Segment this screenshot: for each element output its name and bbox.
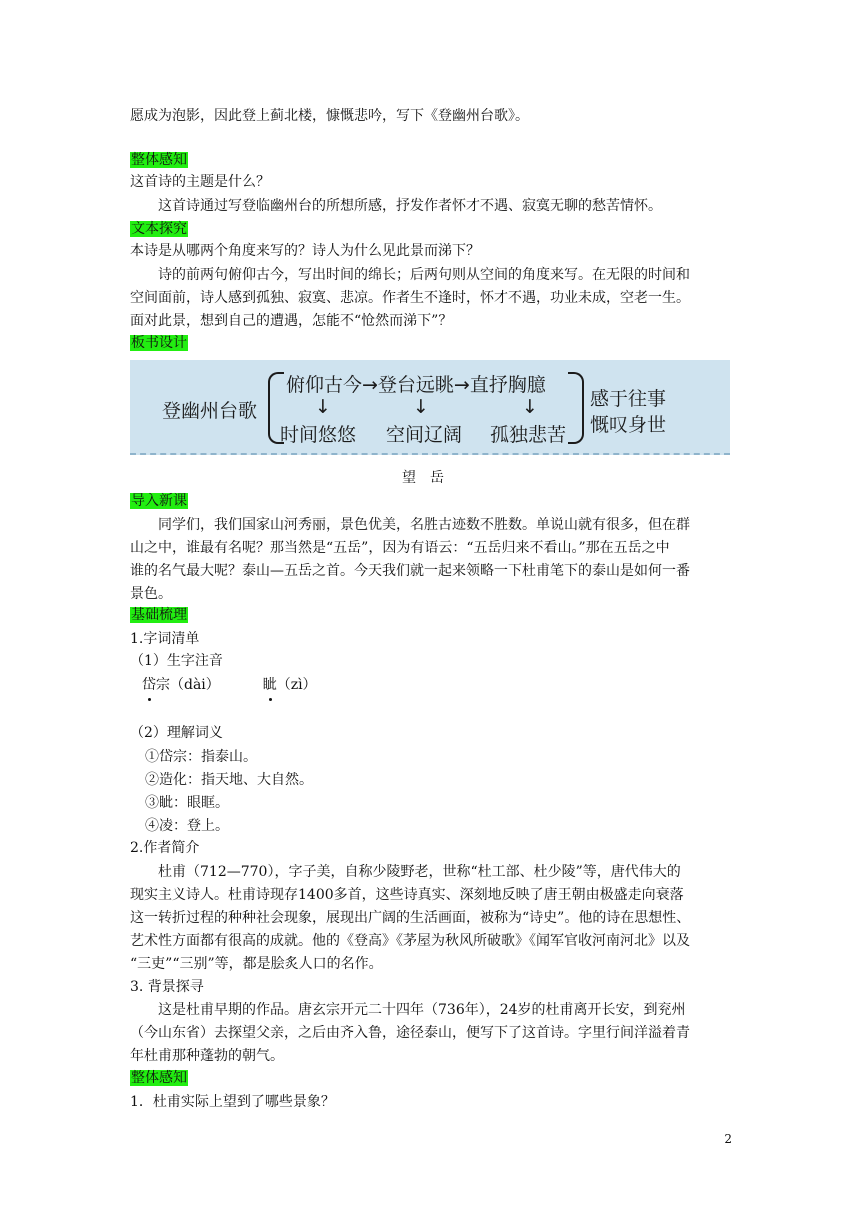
answer-text: 这首诗通过写登临幽州台的所想所感，抒发作者怀才不遇、寂寞无聊的愁苦情怀。	[158, 198, 662, 214]
author-text: 这一转折过程的种种社会现象，展现出广阔的生活画面，被称为“诗史”。他的诗在思想性、	[130, 910, 691, 926]
pinyin-text: 宗（dài）	[156, 677, 220, 693]
background-text: 这是杜甫早期的作品。唐玄宗开元二十四年（736年），24岁的杜甫离开长安，到兖州	[158, 1002, 686, 1018]
board-right-2: 慨叹身世	[590, 414, 667, 436]
intro-text: 景色。	[130, 586, 172, 602]
section-heading-overall	[130, 149, 735, 171]
question-text: 这首诗的主题是什么？	[130, 174, 270, 190]
author-text: 艺术性方面都有很高的成就。他的《登高》《茅屋为秋风所破歌》《闻军官收河南河北》以及	[130, 933, 690, 949]
question-text: 本诗是从哪两个角度来写的？诗人为什么见此景而涕下？	[130, 243, 480, 259]
section-heading-explore	[130, 218, 735, 240]
page-number: 2	[724, 1132, 732, 1146]
board-bottom-3: 孤独悲苦	[490, 424, 567, 446]
answer-text: 面对此景，想到自己的遭遇，怎能不“怆然而涕下”？	[130, 313, 453, 329]
answer-text: 诗的前两句俯仰古今，写出时间的绵长；后两句则从空间的角度来写。在无限的时间和	[158, 267, 690, 283]
background-text: 年杜甫那种蓬勃的朝气。	[130, 1048, 284, 1064]
author-text: “三吏”“三别”等，都是脍炙人口的名作。	[130, 956, 383, 972]
dotted-char: 眦	[263, 674, 277, 696]
board-title: 登幽州台歌	[162, 400, 258, 422]
heading-highlight: 整体感知	[131, 1070, 187, 1086]
section-heading-basics	[130, 604, 735, 626]
question-text: 1．杜甫实际上望到了哪些景象？	[130, 1094, 335, 1110]
list-item: 2.作者简介	[130, 840, 200, 856]
intro-text: 山之中，谁最有名呢？那当然是“五岳”，因为有语云：“五岳归来不看山。”那在五岳之中	[130, 540, 670, 556]
down-arrow: ↓	[315, 396, 331, 418]
author-text: 杜甫（712—770），字子美，自称少陵野老，世称“杜工部、杜少陵”等，唐代伟大的	[158, 864, 681, 880]
intro-text: 同学们，我们国家山河秀丽，景色优美，名胜古迹数不胜数。单说山就有很多，但在群	[158, 517, 690, 533]
heading-highlight: 导入新课	[131, 493, 187, 509]
answer-text: 空间面前，诗人感到孤独、寂寞、悲凉。作者生不逢时，怀才不遇，功业未成，空老一生。	[130, 290, 690, 306]
list-item: 3. 背景探寻	[130, 979, 204, 995]
board-bottom-2: 空间辽阔	[386, 424, 463, 446]
intro-text: 谁的名气最大呢？泰山—五岳之首。今天我们就一起来领略一下杜甫笔下的泰山是如何一番	[130, 563, 690, 579]
definition: ④凌：登上。	[145, 818, 229, 834]
down-arrow: ↓	[413, 396, 429, 418]
section-heading-overall-2	[130, 1067, 735, 1089]
background-text: （今山东省）去探望父亲，之后由齐入鲁，途径泰山，便写下了这首诗。字里行间洋溢着青	[130, 1025, 690, 1041]
heading-highlight: 文本探究	[131, 221, 187, 237]
board-bottom-1: 时间悠悠	[280, 424, 357, 446]
board-right-1: 感于往事	[590, 388, 667, 410]
pinyin-row	[142, 674, 747, 696]
heading-highlight: 板书设计	[131, 335, 187, 351]
definition: ①岱宗：指泰山。	[145, 749, 257, 765]
definition: ③眦：眼眶。	[145, 795, 229, 811]
right-brace	[568, 372, 584, 444]
heading-highlight: 基础梳理	[131, 607, 187, 623]
board-top-row: 俯仰古今→登台远眺→直抒胸臆	[286, 374, 546, 396]
author-text: 现实主义诗人。杜甫诗现存1400多首，这些诗真实、深刻地反映了唐王朝由极盛走向衰落	[130, 887, 684, 903]
pinyin-text: （zì）	[276, 677, 317, 693]
sub-item: （1）生字注音	[130, 653, 223, 669]
heading-highlight: 整体感知	[131, 152, 187, 168]
intro-continuation: 愿成为泡影，因此登上蓟北楼，慷慨悲吟，写下《登幽州台歌》。	[130, 108, 529, 124]
blackboard-design-image	[130, 360, 730, 455]
list-item: 1.字词清单	[130, 631, 200, 647]
section-heading-board	[130, 332, 735, 354]
sub-item: （2）理解词义	[130, 725, 223, 741]
poem-title: 望岳	[402, 470, 458, 486]
down-arrow: ↓	[522, 396, 538, 418]
definition: ②造化：指天地、大自然。	[145, 772, 313, 788]
section-heading-intro	[130, 490, 735, 512]
dotted-char: 岱	[142, 674, 156, 696]
